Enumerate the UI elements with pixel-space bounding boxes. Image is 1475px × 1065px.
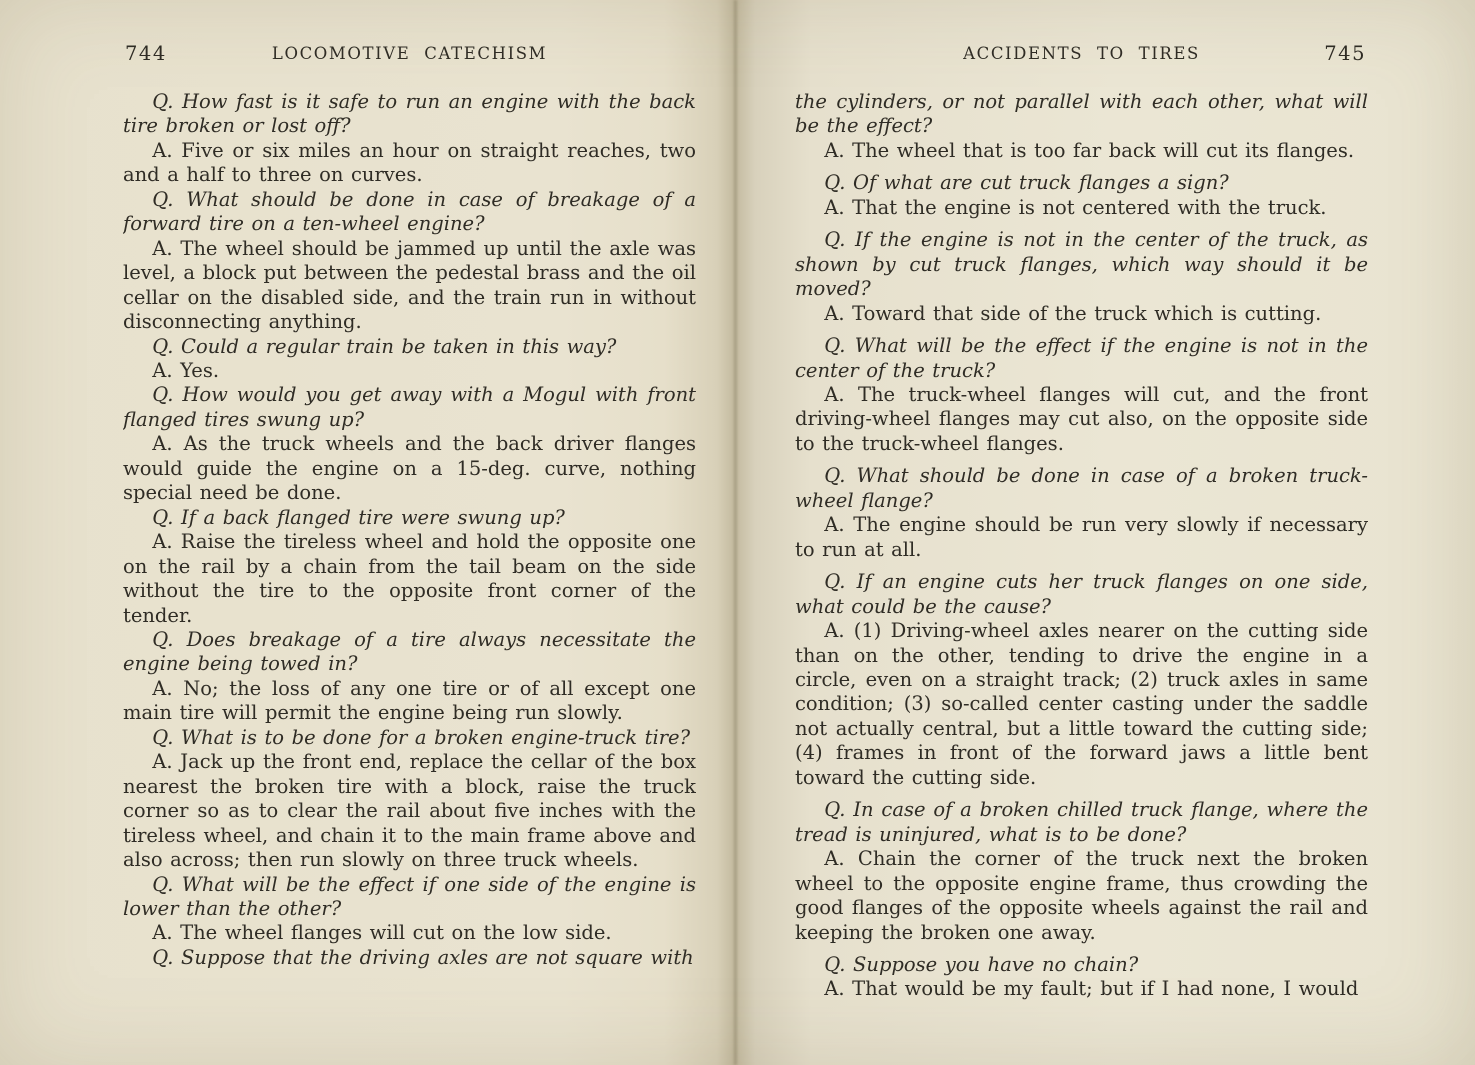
question-paragraph: Q. If an engine cuts her truck flanges on one side, what could be the cause? <box>795 570 1368 618</box>
gutter-crease <box>734 0 737 1065</box>
question-paragraph: Q. How would you get away with a Mogul with front flanged tires swung up? <box>123 383 696 431</box>
answer-paragraph: A. Raise the tireless wheel and hold the opposite one on the rail by a chain from the tail beam on the side without the tire to the opposite front corner of the tender. <box>123 530 696 627</box>
answer-paragraph: A. That would be my fault; but if I had none, I would <box>824 977 1359 1001</box>
question-paragraph: Q. What should be done in case of breakage of a forward tire on a ten-wheel engine? <box>123 187 696 236</box>
answer-paragraph: A. Jack up the front end, replace the cellar of the box nearest the broken tire with a block, raise the truck corner so as to clear the rail about five inches with the tireless wheel, and chain it to the main frame above and also across; then run slowly on three truck wheels. <box>123 750 696 872</box>
answer-paragraph: A. The wheel should be jammed up until the axle was level, a block put between the pedestal brass and the oil cellar on the disabled side, and the train run in without disconnecting anything. <box>123 236 696 334</box>
answer-paragraph: A. The wheel flanges will cut on the low side. <box>152 921 612 945</box>
question-paragraph: Q. What will be the effect if one side of the engine is lower than the other? <box>123 872 696 920</box>
left-page-body <box>123 90 696 1065</box>
question-continuation-paragraph: the cylinders, or not parallel with each other, what will be the effect? <box>795 90 1368 138</box>
answer-paragraph: A. Chain the corner of the truck next the broken wheel to the opposite engine frame, thus crowding the good flanges of the opposite wheels against the rail and keeping the broken one away. <box>795 847 1368 944</box>
right-page-header <box>795 44 1368 70</box>
answer-paragraph: A. The wheel that is too far back will cut its flanges. <box>824 138 1355 162</box>
question-paragraph: Q. What should be done in case of a broken truck-wheel flange? <box>795 464 1368 512</box>
answer-paragraph: A. Toward that side of the truck which is cutting. <box>824 301 1322 325</box>
left-page-header <box>123 44 696 70</box>
left-page <box>123 0 696 1065</box>
question-paragraph: Q. Could a regular train be taken in this way? <box>152 334 617 358</box>
running-head: ACCIDENTS TO TIRES <box>963 44 1200 63</box>
question-paragraph: Q. What is to be done for a broken engine-truck tire? <box>152 725 691 749</box>
answer-paragraph: A. As the truck wheels and the back driver flanges would guide the engine on a 15-deg. curve, nothing special need be done. <box>123 432 696 505</box>
answer-paragraph: A. (1) Driving-wheel axles nearer on the cutting side than on the other, tending to drive the engine in a circle, even on a straight track; (2) truck axles in same condition; (3) so-called center casting under the saddle not actually central, but a little toward the cutting side; (4) frames in front of the forward jaws a little bent toward the cutting side. <box>795 619 1368 789</box>
question-paragraph: Q. Of what are cut truck flanges a sign? <box>824 171 1229 195</box>
question-paragraph: Q. In case of a broken chilled truck flange, where the tread is uninjured, what is to be done? <box>795 798 1368 846</box>
page-number: 745 <box>1324 42 1366 65</box>
question-paragraph: Q. Suppose that the driving axles are not square with <box>152 945 694 969</box>
running-head: LOCOMOTIVE CATECHISM <box>271 44 548 63</box>
answer-paragraph: A. That the engine is not centered with the truck. <box>824 195 1327 219</box>
answer-paragraph: A. No; the loss of any one tire or of all except one main tire will permit the engine being run slowly. <box>123 676 696 725</box>
right-page-body <box>795 90 1368 1065</box>
right-page <box>795 0 1368 1065</box>
answer-paragraph: A. The engine should be run very slowly if necessary to run at all. <box>795 513 1368 561</box>
question-paragraph: Q. How fast is it safe to run an engine with the back tire broken or lost off? <box>123 90 696 138</box>
question-paragraph: Q. If a back flanged tire were swung up? <box>152 505 565 529</box>
question-paragraph: Q. What will be the effect if the engine is not in the center of the truck? <box>795 334 1368 382</box>
question-paragraph: Q. Does breakage of a tire always necessitate the engine being towed in? <box>123 627 696 676</box>
answer-paragraph: A. Five or six miles an hour on straight reaches, two and a half to three on curves. <box>123 138 696 187</box>
question-paragraph: Q. If the engine is not in the center of the truck, as shown by cut truck flanges, which way should it be moved? <box>795 228 1368 301</box>
answer-paragraph: A. Yes. <box>152 358 220 382</box>
question-paragraph: Q. Suppose you have no chain? <box>824 952 1139 976</box>
answer-paragraph: A. The truck-wheel flanges will cut, and the front driving-wheel flanges may cut also, on the opposite side to the truck-wheel flanges. <box>795 382 1368 455</box>
page-number: 744 <box>125 42 167 65</box>
